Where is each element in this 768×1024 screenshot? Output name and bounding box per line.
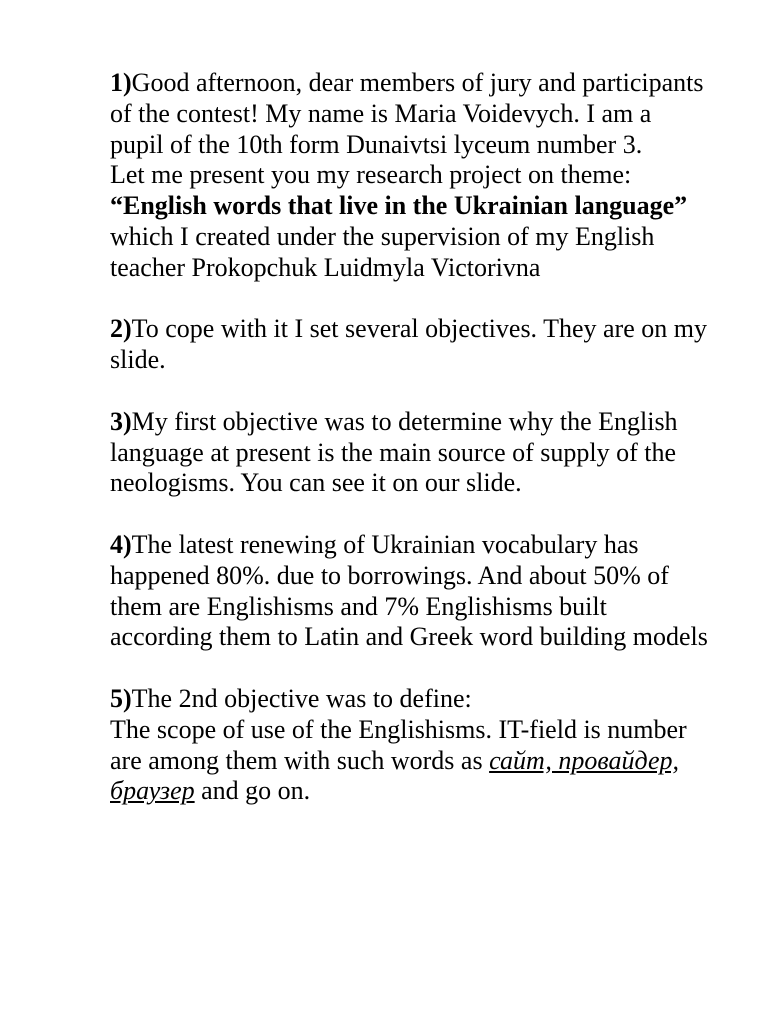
blank-line xyxy=(110,376,710,407)
paragraph-text: which I created under the supervision of my English teacher Prokopchuk Luidmyla Victorivna xyxy=(110,221,655,282)
paragraph-text: Good afternoon, dear members of jury and participants of the contest! My name is Maria Voidevych. I am a pupil of the 10th form Dunaivtsi lyceum number 3. xyxy=(110,68,704,159)
paragraph-text: The latest renewing of Ukrainian vocabulary has happened 80%. due to borrowings. And about 50% of them are Englishisms and 7% Englishisms built according them to Latin and Greek word building models xyxy=(110,529,708,652)
ukrainian-examples: сайт, провайдер, браузер xyxy=(110,745,680,806)
paragraph-text: To cope with it I set several objectives. They are on my slide. xyxy=(110,314,707,375)
document-page xyxy=(110,68,710,807)
paragraph-number: 3) xyxy=(110,406,132,436)
paragraph-3 xyxy=(110,407,710,499)
paragraph-text: My first objective was to determine why the English language at present is the main source of supply of the neologisms. You can see it on our slide. xyxy=(110,406,678,498)
paragraph-5 xyxy=(110,684,710,715)
paragraph-text: Let me present you my research project on theme: xyxy=(110,160,632,190)
paragraph-text: The scope of use of the Englishisms. IT-field is number are among them with such words as xyxy=(110,714,687,775)
blank-line xyxy=(110,653,710,684)
paragraph-2 xyxy=(110,314,710,376)
paragraph-number: 5) xyxy=(110,683,132,713)
paragraph-text: and go on. xyxy=(194,776,311,806)
paragraph-1-project xyxy=(110,160,710,283)
paragraph-1 xyxy=(110,68,710,160)
paragraph-number: 4) xyxy=(110,529,132,559)
project-title: “English words that live in the Ukrainian language” xyxy=(110,191,688,221)
paragraph-number: 2) xyxy=(110,314,132,344)
paragraph-number: 1) xyxy=(110,68,132,97)
paragraph-text: The 2nd objective was to define: xyxy=(131,683,472,713)
blank-line xyxy=(110,499,710,530)
paragraph-4 xyxy=(110,530,710,653)
paragraph-5-scope xyxy=(110,715,710,807)
blank-line xyxy=(110,284,710,315)
